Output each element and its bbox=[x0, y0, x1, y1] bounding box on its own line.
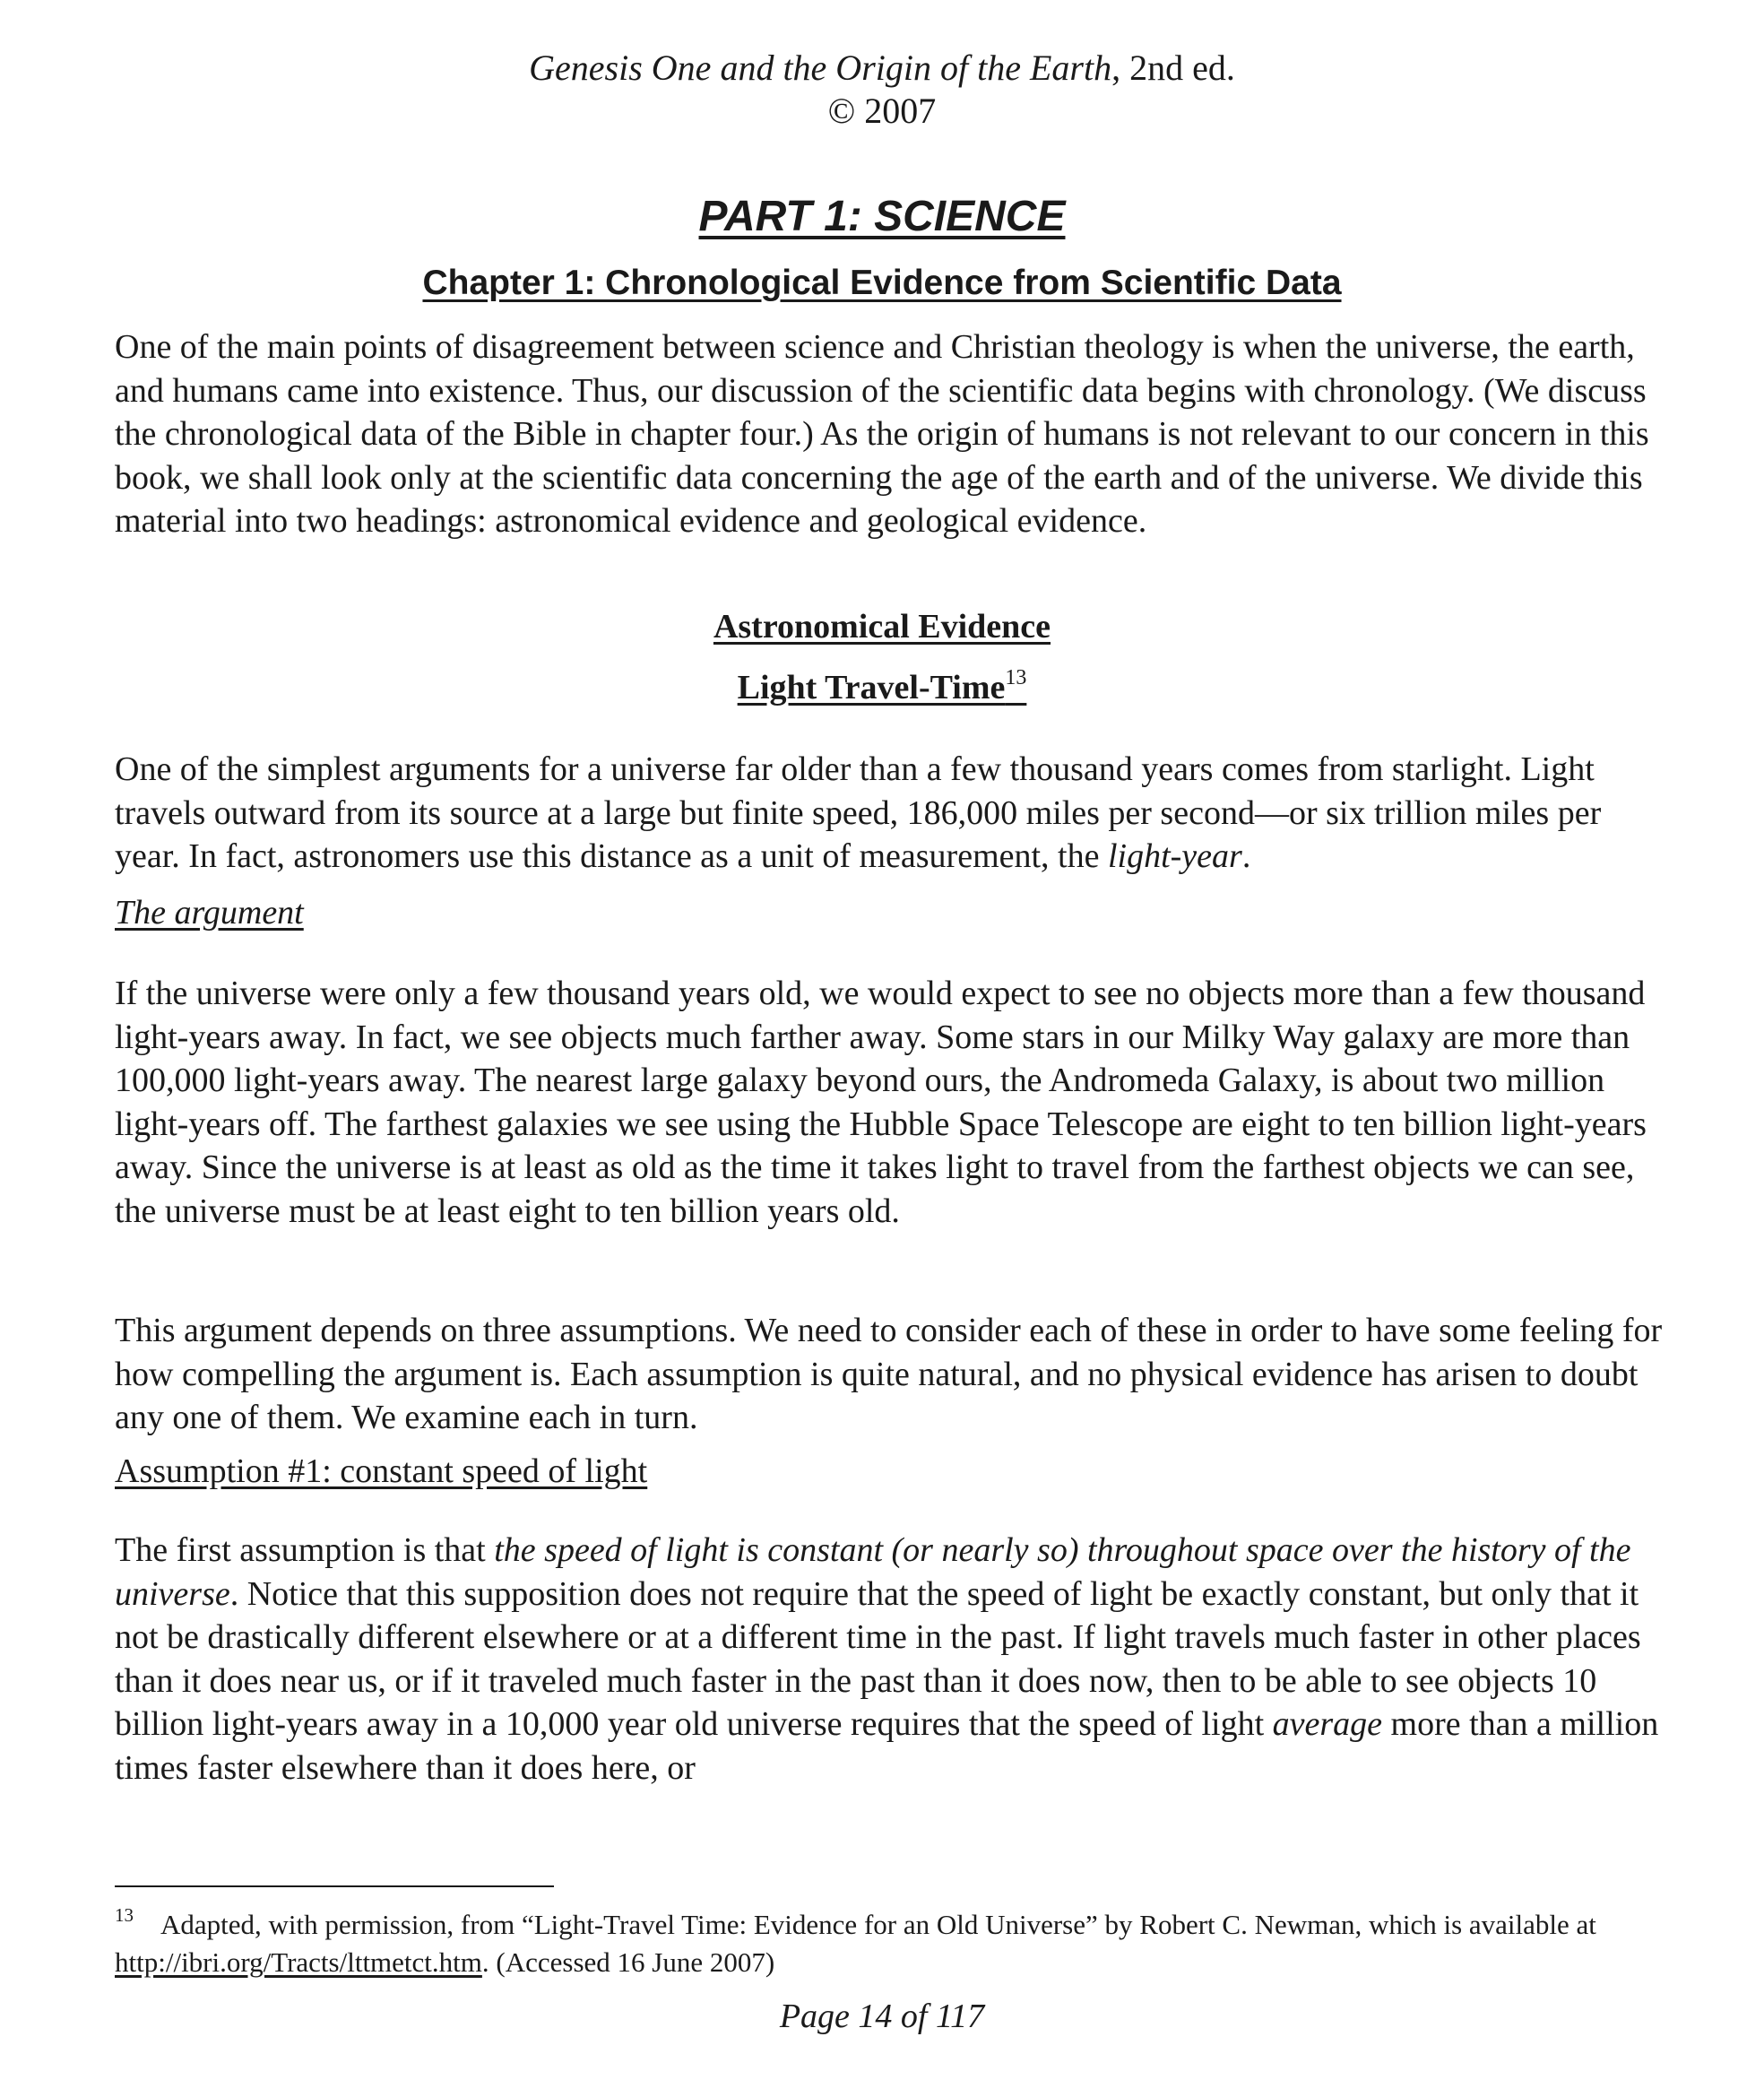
page-number: Page 14 of 117 bbox=[779, 1998, 985, 2035]
footnote-link[interactable]: http://ibri.org/Tracts/lttmetct.htm bbox=[115, 1946, 482, 1978]
footnote-number: 13 bbox=[115, 1904, 134, 1926]
argument-paragraph: If the universe were only a few thousand years old, we would expect to see no objects more than a few thousand light-years away. In fact, we see objects much farther away. Some stars in our Milky Way galaxy are more than 100,000 light-years away. The nearest large galaxy beyond ours, the Andromeda Galaxy, is about two million light-years off. The farthest galaxies we see using the Hubble Space Telescope are eight to ten billion light-years away. Since the universe is at least as old as the time it takes light to travel from the farthest objects we can see, the universe must be at least eight to ten billion years old. bbox=[115, 975, 1647, 1230]
assumption1-paragraph bbox=[115, 1529, 1674, 1790]
assumption1-italic-1: the speed of light is constant (or nearly so) throughout space over the history of the universe bbox=[115, 1531, 1631, 1613]
light-year-term: light-year bbox=[1107, 837, 1242, 875]
intro-paragraph: One of the main points of disagreement between science and Christian theology is when the universe, the earth, and humans came into existence. Thus, our discussion of the scientific data begins with chronology. (We discuss the chronological data of the Bible in chapter four.) As the origin of humans is not relevant to our concern in this book, we shall look only at the scientific data concerning the age of the earth and of the universe. We divide this material into two headings: astronomical evidence and geological evidence. bbox=[115, 328, 1649, 540]
argument-heading-text: The argument bbox=[115, 894, 304, 932]
footnote-divider bbox=[115, 1885, 554, 1887]
light-paragraph-end: . bbox=[1241, 837, 1251, 875]
assumption1-text-3: more than a million times faster elsewhere than it does here, or bbox=[115, 1705, 1659, 1787]
part-title: PART 1: SCIENCE bbox=[698, 193, 1066, 240]
subsection-heading-text: Light Travel-Time bbox=[737, 669, 1006, 706]
footnote-text: Adapted, with permission, from “Light-Travel Time: Evidence for an Old Universe” by Robert C. Newman, which is available at bbox=[160, 1909, 1596, 1940]
argument-heading bbox=[115, 890, 304, 935]
section-heading: Astronomical Evidence bbox=[713, 608, 1051, 646]
footnote-reference[interactable]: 13 bbox=[1005, 666, 1027, 689]
footnote-after-link: . (Accessed 16 June 2007) bbox=[481, 1946, 775, 1978]
assumption1-text-1: The first assumption is that bbox=[115, 1531, 495, 1569]
assumption1-text-2: . Notice that this supposition does not require that the speed of light be exactly constant, but only that it not be drastically different elsewhere or at a different time in the past. If light travels much faster in other places than it does near us, or if it traveled much faster in the past than it does now, then to be able to see objects 10 billion light-years away in a 10,000 year old universe requires that the speed of light bbox=[115, 1574, 1641, 1743]
assumption1-italic-2: average bbox=[1272, 1705, 1383, 1743]
light-paragraph-text: One of the simplest arguments for a universe far older than a few thousand years comes from starlight. Light travels outward from its source at a large but finite speed, 186,000 miles per second—or six trillion miles per year. In fact, astronomers use this distance as a unit of measurement, the bbox=[115, 750, 1602, 875]
running-header bbox=[0, 47, 1764, 133]
assumption1-heading: Assumption #1: constant speed of light bbox=[115, 1452, 648, 1490]
chapter-title: Chapter 1: Chronological Evidence from Scientific Data bbox=[422, 264, 1342, 302]
copyright-line: © 2007 bbox=[827, 91, 937, 131]
book-edition: , 2nd ed. bbox=[1111, 48, 1235, 88]
book-title: Genesis One and the Origin of the Earth bbox=[529, 48, 1112, 88]
assumptions-paragraph: This argument depends on three assumptions. We need to consider each of these in order to have some feeling for how compelling the argument is. Each assumption is quite natural, and no physical evidence has arisen to doubt any one of them. We examine each in turn. bbox=[115, 1312, 1663, 1436]
subsection-heading bbox=[0, 665, 1764, 710]
header-title-line bbox=[0, 47, 1764, 90]
light-paragraph bbox=[115, 748, 1674, 879]
footnote bbox=[115, 1906, 1674, 1981]
